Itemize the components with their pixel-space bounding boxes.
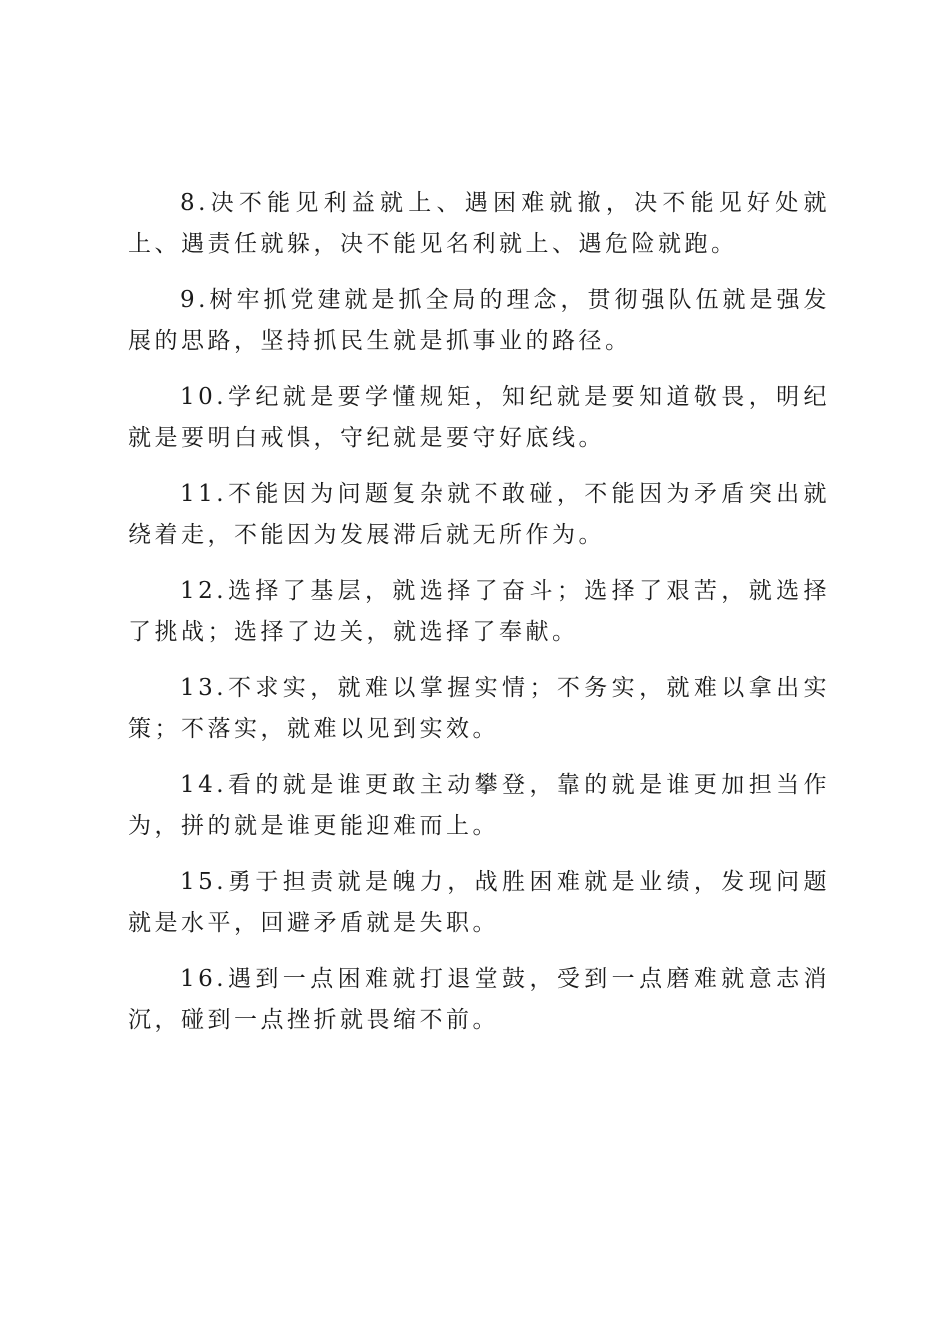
document-body — [128, 183, 830, 1056]
paragraph-10: 10.学纪就是要学懂规矩，知纪就是要知道敬畏，明纪就是要明白戒惧，守纪就是要守好底线。 — [128, 384, 830, 451]
paragraph-8: 8.决不能见利益就上、遇困难就撤，决不能见好处就上、遇责任就躲，决不能见名利就上、遇危险就跑。 — [128, 190, 830, 257]
paragraph-15: 15.勇于担责就是魄力，战胜困难就是业绩，发现问题就是水平，回避矛盾就是失职。 — [128, 869, 830, 936]
paragraph-9: 9.树牢抓党建就是抓全局的理念，贯彻强队伍就是强发展的思路，坚持抓民生就是抓事业的路径。 — [128, 287, 830, 354]
paragraph-13: 13.不求实，就难以掌握实情；不务实，就难以拿出实策；不落实，就难以见到实效。 — [128, 675, 830, 742]
paragraph-14: 14.看的就是谁更敢主动攀登，靠的就是谁更加担当作为，拼的就是谁更能迎难而上。 — [128, 772, 830, 839]
paragraph-11: 11.不能因为问题复杂就不敢碰，不能因为矛盾突出就绕着走，不能因为发展滞后就无所作为。 — [128, 481, 830, 548]
paragraph-12: 12.选择了基层，就选择了奋斗；选择了艰苦，就选择了挑战；选择了边关，就选择了奉献。 — [128, 578, 830, 645]
paragraph-16: 16.遇到一点困难就打退堂鼓，受到一点磨难就意志消沉，碰到一点挫折就畏缩不前。 — [128, 966, 830, 1033]
